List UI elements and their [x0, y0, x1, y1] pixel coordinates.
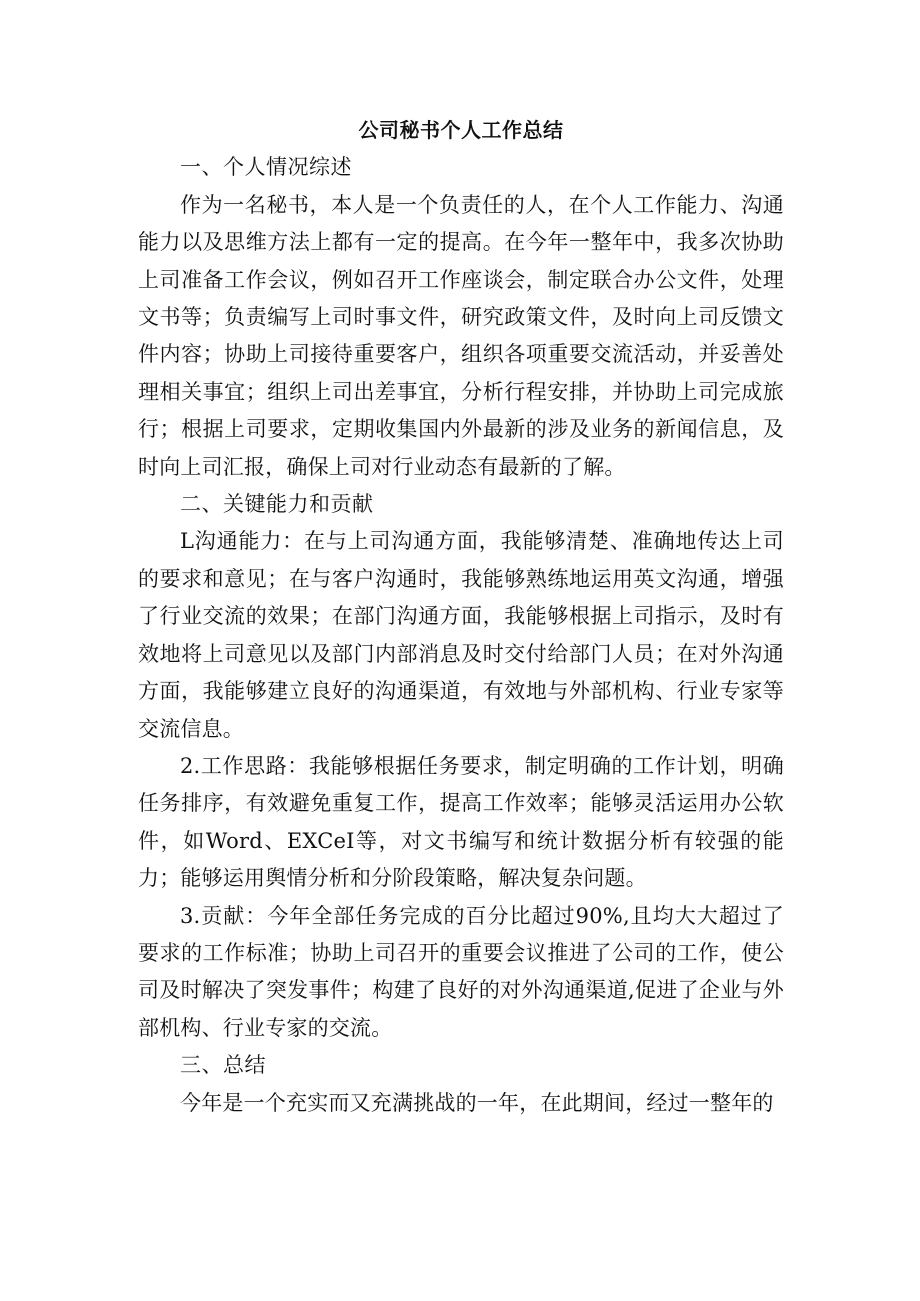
paragraph-contribution: 3.贡献：今年全部任务完成的百分比超过90%,且均大大超过了要求的工作标准；协助上司召开的重要会议推进了公司的工作，使公司及时解决了突发事件；构建了良好的对外沟通渠道,促进了企业与外部机构、行业专家的交流。 [138, 903, 784, 1040]
document-page [138, 112, 784, 1122]
section-heading-abilities: 二、关键能力和贡献 [180, 492, 374, 517]
section-heading-summary: 三、总结 [180, 1053, 266, 1078]
document-title: 公司秘书个人工作总结 [358, 118, 564, 142]
paragraph-communication: L沟通能力：在与上司沟通方面，我能够清楚、准确地传达上司的要求和意见；在与客户沟通时，我能够熟练地运用英文沟通，增强了行业交流的效果；在部门沟通方面，我能够根据上司指示，及时有效地将上司意见以及部门内部消息及时交付给部门人员；在对外沟通方面，我能够建立良好的沟通渠道，有效地与外部机构、行业专家等交流信息。 [138, 529, 784, 741]
paragraph-summary: 今年是一个充实而又充满挑战的一年，在此期间，经过一整年的 [180, 1090, 774, 1115]
paragraph-overview: 作为一名秘书，本人是一个负责任的人，在个人工作能力、沟通能力以及思维方法上都有一定的提高。在今年一整年中，我多次协助上司准备工作会议，例如召开工作座谈会，制定联合办公文件，处理文书等；负责编写上司时事文件，研究政策文件，及时向上司反馈文件内容；协助上司接待重要客户，组织各项重要交流活动，并妥善处理相关事宜；组织上司出差事宜，分析行程安排，并协助上司完成旅行；根据上司要求，定期收集国内外最新的涉及业务的新闻信息，及时向上司汇报，确保上司对行业动态有最新的了解。 [138, 192, 784, 479]
section-heading-overview: 一、个人情况综述 [180, 155, 352, 180]
paragraph-work-approach: 2.工作思路：我能够根据任务要求，制定明确的工作计划，明确任务排序，有效避免重复工作，提高工作效率；能够灵活运用办公软件，如Word、EXCeI等，对文书编写和统计数据分析有较强的能力；能够运用舆情分析和分阶段策略，解决复杂问题。 [138, 753, 784, 891]
